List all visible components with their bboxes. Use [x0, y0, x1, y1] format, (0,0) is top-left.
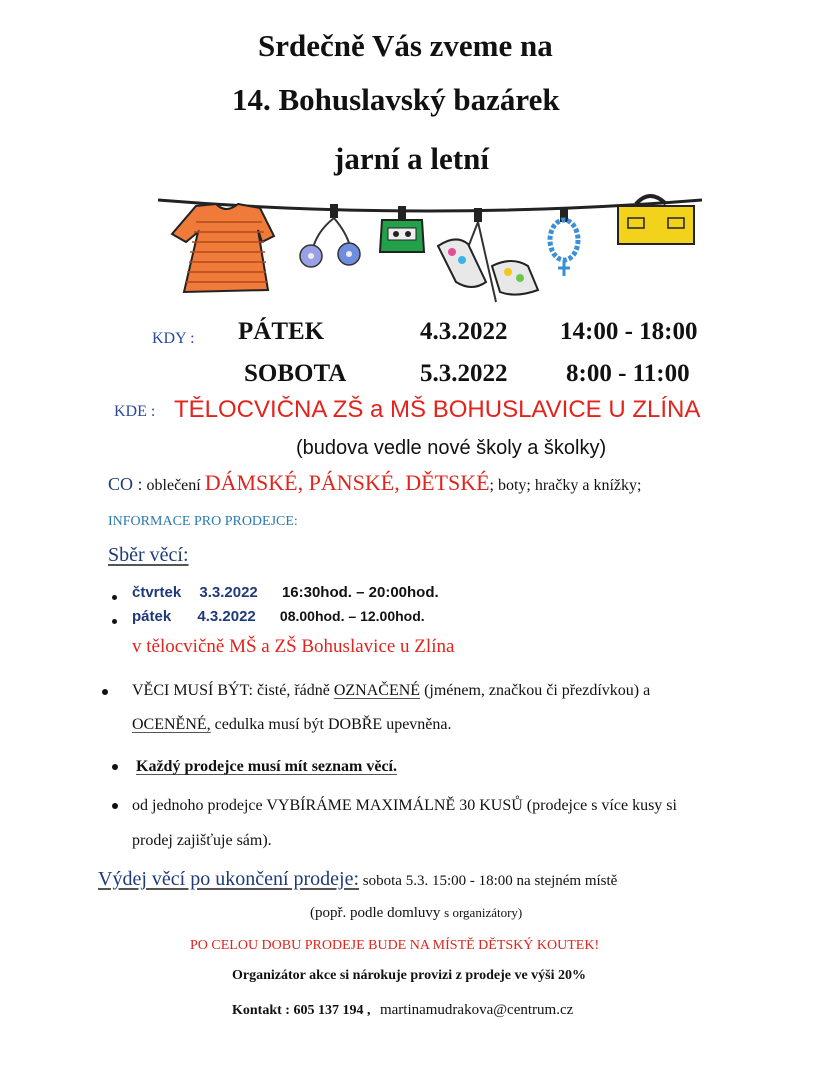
rule-1-h: upevněna.: [382, 716, 452, 733]
rule-1-b: : čisté, řádně: [248, 682, 334, 699]
what-label: CO :: [108, 474, 143, 494]
rule-1-e: OCENĚNÉ,: [132, 716, 211, 733]
when-time-1: 14:00 - 18:00: [560, 318, 698, 345]
rule-3-a: od jednoho prodejce: [132, 797, 267, 814]
collection-heading: Sběr věcí:: [108, 544, 189, 566]
rule-1-d: (jménem, značkou či přezdívkou) a: [420, 682, 651, 699]
bullet-icon: [112, 803, 118, 809]
rule-1-f: cedulka musí být: [210, 716, 328, 733]
rule-1-a: VĚCI MUSÍ BÝT: [132, 682, 249, 699]
collection-day-2: pátek: [132, 608, 172, 625]
sellers-heading: INFORMACE PRO PRODEJCE:: [108, 514, 298, 529]
contact-label: Kontakt : 605 137 194 ,: [232, 1003, 371, 1018]
what-highlight: DÁMSKÉ, PÁNSKÉ, DĚTSKÉ: [204, 470, 490, 495]
rule-3-line-2: prodej zajišťuje sám).: [132, 832, 272, 849]
pickup-note-b: s organizátory): [444, 905, 523, 920]
bullet-icon: [102, 689, 108, 695]
pickup-note: [310, 905, 522, 922]
rule-1-line-2: [132, 716, 452, 734]
collection-time-1: 16:30hod. – 20:00hod.: [281, 584, 439, 601]
rule-2: Každý prodejce musí mít seznam věcí.: [136, 758, 397, 775]
where-note: (budova vedle nové školy a školky): [296, 437, 607, 459]
pickup-note-a: (popř. podle domluvy: [310, 905, 445, 921]
where-place: TĚLOCVIČNA ZŠ a MŠ BOHUSLAVICE U ZLÍNA: [174, 396, 701, 423]
collection-place: v tělocvičně MŠ a ZŠ Bohuslavice u Zlína: [132, 636, 455, 657]
collection-date-2: 4.3.2022: [197, 608, 256, 625]
pickup-when: sobota 5.3. 15:00 - 18:00: [359, 873, 513, 889]
when-day-2: SOBOTA: [244, 360, 347, 387]
rule-3-b: VYBÍRÁME MAXIMÁLNĚ 30 KUSŮ: [266, 797, 523, 814]
rule-3-line-1: [132, 797, 677, 815]
collection-date-1: 3.3.2022: [199, 584, 258, 601]
collection-item-2: [132, 608, 425, 625]
contact-line: [232, 1002, 573, 1019]
collection-day-1: čtvrtek: [132, 584, 182, 601]
bullet-icon: [112, 595, 117, 600]
when-label: KDY :: [152, 330, 195, 347]
collection-item-1: [132, 584, 439, 601]
kids-corner-note: PO CELOU DOBU PRODEJE BUDE NA MÍSTĚ DĚTSKÝ KOUTEK!: [190, 938, 600, 953]
rule-1-line-1: [132, 682, 650, 700]
sneakers-icon: [438, 208, 538, 302]
where-label: KDE :: [114, 403, 156, 420]
when-date-2: 5.3.2022: [420, 360, 508, 387]
hair-ties-icon: [300, 204, 360, 267]
dress-icon: [172, 204, 274, 292]
title-line-2: 14. Bohuslavský bazárek: [232, 82, 560, 117]
commission-note: Organizátor akce si nárokuje provizi z prodeje ve výši 20%: [232, 968, 586, 983]
clothesline-illustration: [156, 182, 716, 312]
pickup-line: [98, 868, 617, 891]
when-time-2: 8:00 - 11:00: [566, 360, 690, 387]
bullet-icon: [112, 764, 118, 770]
rosary-icon: [550, 208, 578, 276]
rule-1-g: DOBŘE: [327, 716, 383, 733]
collection-time-2: 08.00hod. – 12.00hod.: [279, 608, 425, 624]
title-line-3: jarní a letní: [334, 141, 489, 176]
when-date-1: 4.3.2022: [420, 318, 508, 345]
rule-1-c: OZNAČENÉ: [333, 682, 421, 699]
when-day-1: PÁTEK: [238, 318, 325, 345]
pickup-rest: na stejném místě: [512, 873, 618, 889]
what-pre: oblečení: [146, 477, 201, 494]
what-post: ; boty; hračky a knížky;: [489, 477, 642, 494]
pickup-heading: Výdej věcí po ukončení prodeje:: [98, 868, 360, 890]
rule-3-c: (prodejce s více kusy si: [522, 797, 677, 814]
title-line-1: Srdečně Vás zveme na: [258, 28, 553, 63]
bullet-icon: [112, 619, 117, 624]
contact-email[interactable]: martinamudrakova@centrum.cz: [379, 1002, 574, 1018]
shirt-icon: [380, 206, 424, 252]
what-line: [108, 470, 641, 496]
